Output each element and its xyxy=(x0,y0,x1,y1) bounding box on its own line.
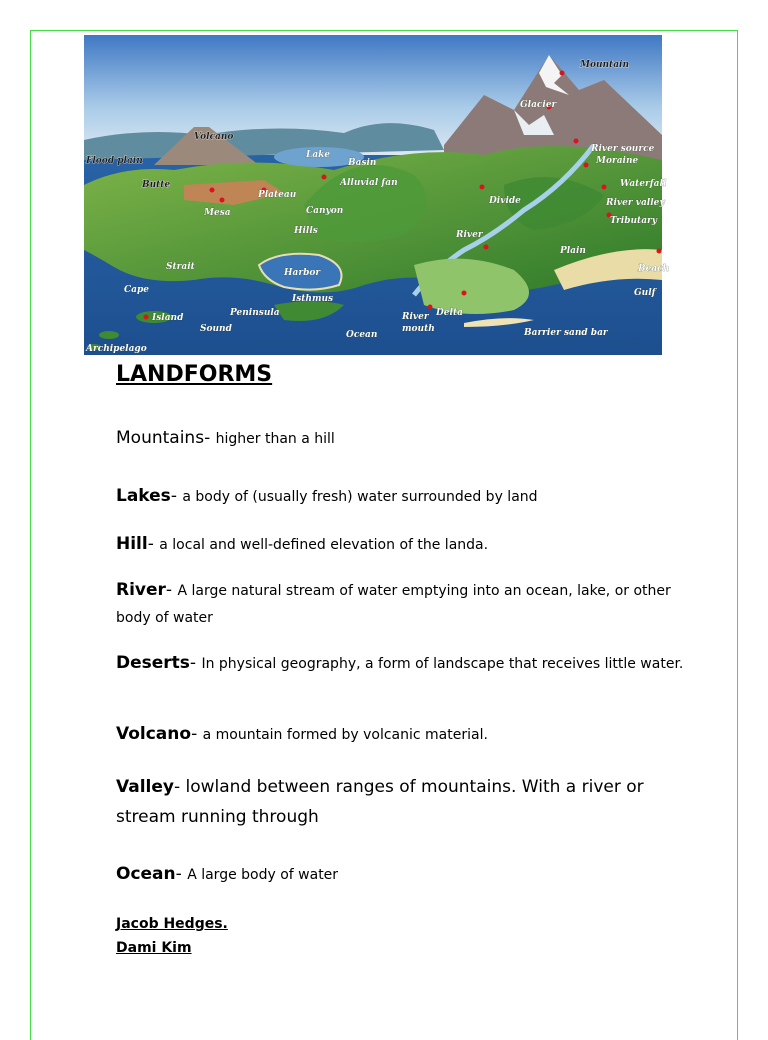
label-butte: Butte xyxy=(142,180,171,190)
entry-ocean: Ocean- A large body of water xyxy=(116,864,339,884)
term: Valley xyxy=(116,777,174,797)
label-ocean: Ocean xyxy=(346,330,378,340)
label-delta: Delta xyxy=(436,308,463,318)
definition: a local and well-defined elevation of the landa. xyxy=(159,537,489,553)
landforms-illustration xyxy=(84,35,670,355)
label-strait: Strait xyxy=(166,262,195,272)
definition: A large natural stream of water emptying into an ocean, lake, or other body of water xyxy=(116,583,671,626)
label-beach: Beach xyxy=(638,264,670,274)
entry-hill: Hill- a local and well-defined elevation of the landa. xyxy=(116,534,489,554)
term: Deserts xyxy=(116,653,190,673)
label-mesa: Mesa xyxy=(204,208,231,218)
entry-lakes: Lakes- a body of (usually fresh) water surrounded by land xyxy=(116,486,538,506)
label-plateau: Plateau xyxy=(258,190,297,200)
label-peninsula: Peninsula xyxy=(230,308,280,318)
definition: In physical geography, a form of landscape that receives little water. xyxy=(201,656,684,672)
label-mountain: Mountain xyxy=(580,60,630,70)
term: Lakes xyxy=(116,486,171,506)
entry-valley: Valley- lowland between ranges of mountains. With a river or stream running through xyxy=(116,777,644,827)
label-tributary: Tributary xyxy=(610,216,657,226)
label-archipelago: Archipelago xyxy=(86,344,147,354)
label-flood-plain: Flood plain xyxy=(86,156,143,166)
label-canyon: Canyon xyxy=(306,206,344,216)
label-moraine: Moraine xyxy=(596,156,639,166)
label-river-mouth: River xyxy=(402,312,429,322)
entry-volcano: Volcano- a mountain formed by volcanic material. xyxy=(116,724,488,744)
label-sound: Sound xyxy=(200,324,232,334)
term: Ocean xyxy=(116,864,176,884)
entry-river: River- A large natural stream of water emptying into an ocean, lake, or other body of water xyxy=(116,580,671,626)
label-river-source: River source xyxy=(591,144,655,154)
label-volcano: Volcano xyxy=(194,132,234,142)
page-title: LANDFORMS xyxy=(116,362,273,387)
label-glacier: Glacier xyxy=(520,100,557,110)
term: Mountains xyxy=(116,428,205,448)
definition: A large body of water xyxy=(187,867,339,883)
label-gulf: Gulf xyxy=(634,288,656,298)
label-divide: Divide xyxy=(489,196,521,206)
label-river-mouth-2: mouth xyxy=(402,324,435,334)
label-river: River xyxy=(456,230,483,240)
label-island: Island xyxy=(152,313,184,323)
definition: a body of (usually fresh) water surrounded by land xyxy=(182,489,538,505)
definition: lowland between ranges of mountains. With a river or stream running through xyxy=(116,777,644,827)
entry-deserts: Deserts- In physical geography, a form of landscape that receives little water. xyxy=(116,653,684,673)
label-cape: Cape xyxy=(124,285,150,295)
definition: a mountain formed by volcanic material. xyxy=(202,727,488,743)
term: River xyxy=(116,580,166,600)
definition: higher than a hill xyxy=(215,431,335,447)
label-isthmus: Isthmus xyxy=(292,294,334,304)
label-lake: Lake xyxy=(306,150,331,160)
authors xyxy=(116,912,228,960)
label-hills: Hills xyxy=(294,226,318,236)
term: Hill xyxy=(116,534,148,554)
label-alluvial-fan: Alluvial fan xyxy=(340,178,398,188)
label-waterfall: Waterfall xyxy=(620,179,667,189)
author-name: Dami Kim xyxy=(116,940,192,956)
label-harbor: Harbor xyxy=(284,268,321,278)
author-name: Jacob Hedges. xyxy=(116,916,228,932)
term: Volcano xyxy=(116,724,192,744)
label-basin: Basin xyxy=(348,158,377,168)
label-plain: Plain xyxy=(560,246,586,256)
label-barrier-sand-bar: Barrier sand bar xyxy=(524,328,608,338)
entry-mountains: Mountains- higher than a hill xyxy=(116,428,335,448)
label-river-valley: River valley xyxy=(606,198,665,208)
